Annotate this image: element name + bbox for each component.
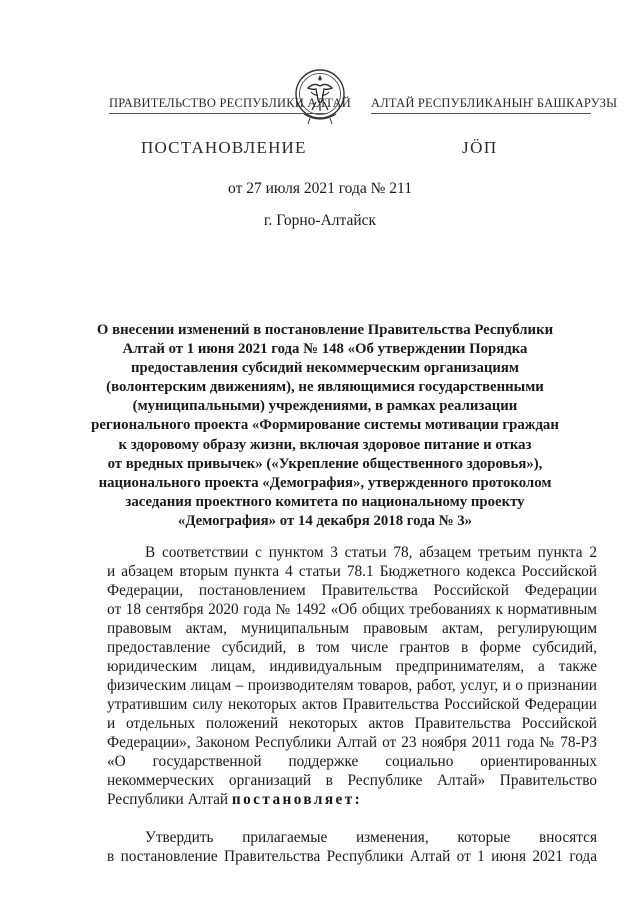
preamble-paragraph [107,543,597,809]
body-line-last [107,790,597,809]
title-line: к здоровому образу жизни, включая здоровое питание и отказ [118,436,532,453]
doc-type-right: ЈӦП [462,138,498,157]
body-line: предоставление субсидий, в том числе грантов в форме субсидий, [107,639,597,656]
body-line: Федерации», Законом Республики Алтай от 23 ноября 2011 года № 78-РЗ [107,734,597,751]
title-line: от вредных привычек» («Укрепление общественного здоровья»), [107,455,543,472]
title-line: национального проекта «Демография», утвержденного протоколом [98,474,552,491]
body-line: юридическим лицам, индивидуальным предпринимателям, а также [107,658,597,675]
body-line: Федерации, постановлением Правительства Российской Федерации [107,582,597,599]
header-divider-right [371,113,591,114]
resolution-paragraph [107,828,597,866]
title-line: заседания проектного комитета по национальному проекту [125,493,525,510]
title-line: «Демография» от 14 декабря 2018 года № 3» [177,512,473,529]
title-line: регионального проекта «Формирование системы мотивации граждан [91,417,559,434]
document-title [70,321,580,531]
body-line: утратившим силу некоторых актов Правительства Российской Федерации [107,696,597,713]
body-line: и отдельных положений некоторых актов Правительства Российской [107,715,597,732]
title-line: О внесении изменений в постановление Правительства Республики [96,322,554,338]
body-line: правовым актам, муниципальным правовым актам, регулирующим [107,620,597,637]
title-line: предоставления субсидий некоммерческим организациям [130,360,520,377]
body-line: некоммерческих организаций в Республике Алтай» Правительство [107,772,597,789]
header-divider-left [109,113,327,114]
body-line: от 18 сентября 2020 года № 1492 «Об общих требованиях к нормативным [107,601,597,618]
body-line: В соответствии с пунктом 3 статьи 78, абзацем третьим пункта 2 [145,544,597,561]
title-line: (волонтерским движениям), не являющимися государственными [106,379,544,396]
body-line: в постановление Правительства Республики Алтай от 1 июня 2021 года [107,848,597,865]
resolves-keyword: постановляет: [231,791,363,808]
doc-type-left: ПОСТАНОВЛЕНИЕ [141,138,307,157]
document-date-number: от 27 июля 2021 года № 211 [228,180,412,197]
body-line: Утвердить прилагаемые изменения, которые вносятся [145,829,597,846]
title-line: Алтай от 1 июня 2021 года № 148 «Об утверждении Порядка [122,341,528,358]
document-city: г. Горно-Алтайск [263,212,377,229]
body-line: «О государственной поддержке социально ориентированных [107,753,597,770]
body-line: и абзацем вторым пункта 4 статьи 78.1 Бюджетного кодекса Российской [107,563,597,580]
body-line: физическим лицам – производителям товаров, работ, услуг, и о признании [107,677,597,694]
body-line-prefix: Республики Алтай [107,791,232,808]
header-org-left: ПРАВИТЕЛЬСТВО РЕСПУБЛИКИ АЛТАЙ [109,96,351,110]
document-body [107,543,597,866]
title-line: (муниципальными) учреждениями, в рамках реализации [132,398,518,415]
header-org-right: АЛТАЙ РЕСПУБЛИКАНЫҤ БАШКАРУЗЫ [371,96,618,110]
